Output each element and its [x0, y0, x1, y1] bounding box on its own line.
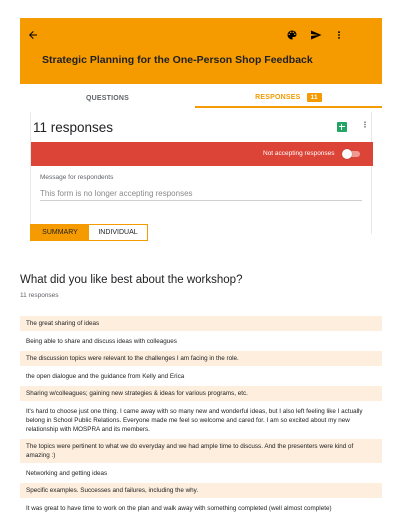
- list-item: Sharing w/colleagues; gaining new strategies & ideas for various programs, etc.: [20, 386, 382, 401]
- tab-questions-label: QUESTIONS: [85, 94, 130, 102]
- answers-list: [20, 316, 382, 518]
- tab-bar: [20, 88, 382, 108]
- list-item: Networking and getting ideas: [20, 466, 382, 481]
- list-item: Being able to share and discuss ideas with colleagues: [20, 334, 382, 349]
- responses-count-badge: 11: [307, 93, 322, 102]
- palette-icon[interactable]: [283, 26, 301, 44]
- accepting-status-label: Not accepting responses: [263, 150, 335, 157]
- accepting-responses-toggle[interactable]: [342, 150, 360, 158]
- toggle-thumb: [342, 149, 352, 159]
- tab-responses-label: RESPONSES: [255, 93, 301, 101]
- respondent-message-input[interactable]: [40, 187, 362, 201]
- view-toggle: [30, 224, 148, 241]
- list-item: The great sharing of ideas: [20, 316, 382, 331]
- arrow-back-icon[interactable]: [24, 26, 42, 44]
- app-header: [20, 18, 382, 84]
- more-vert-icon[interactable]: [330, 26, 348, 44]
- list-item: the open dialogue and the guidance from Kelly and Erica: [20, 369, 382, 384]
- responses-count-title: 11 responses: [33, 120, 114, 135]
- more-vert-icon[interactable]: [361, 119, 369, 133]
- list-item: It's hard to choose just one thing. I came away with so many new and wonderful ideas, but I also left feeling like I actually belong in School Public Relations. Everyone made me feel so welcome and cared for. I am so excited about my new relationship with MOSPRA and its members.: [20, 404, 382, 437]
- sheets-icon[interactable]: [337, 122, 347, 132]
- list-item: Specific examples. Successes and failures, including the why.: [20, 483, 382, 498]
- tab-responses[interactable]: [195, 88, 382, 108]
- question-response-count: 11 responses: [20, 292, 59, 299]
- summary-button[interactable]: SUMMARY: [31, 225, 89, 240]
- send-icon[interactable]: [307, 26, 325, 44]
- responses-summary-card: [30, 112, 372, 234]
- accepting-responses-bar: [31, 142, 373, 166]
- question-title: What did you like best about the workshop?: [20, 274, 243, 286]
- list-item: The topics were pertinent to what we do everyday and we had ample time to discuss. And the presenters were kind of amazing :): [20, 439, 382, 463]
- tab-questions[interactable]: [20, 88, 195, 108]
- list-item: It was great to have time to work on the plan and walk away with something completed (well almost complete): [20, 501, 382, 516]
- individual-button[interactable]: INDIVIDUAL: [89, 225, 147, 240]
- list-item: The discussion topics were relevant to the challenges I am facing in the role.: [20, 351, 382, 366]
- form-title: Strategic Planning for the One-Person Shop Feedback: [42, 54, 313, 66]
- message-label: Message for respondents: [40, 174, 114, 181]
